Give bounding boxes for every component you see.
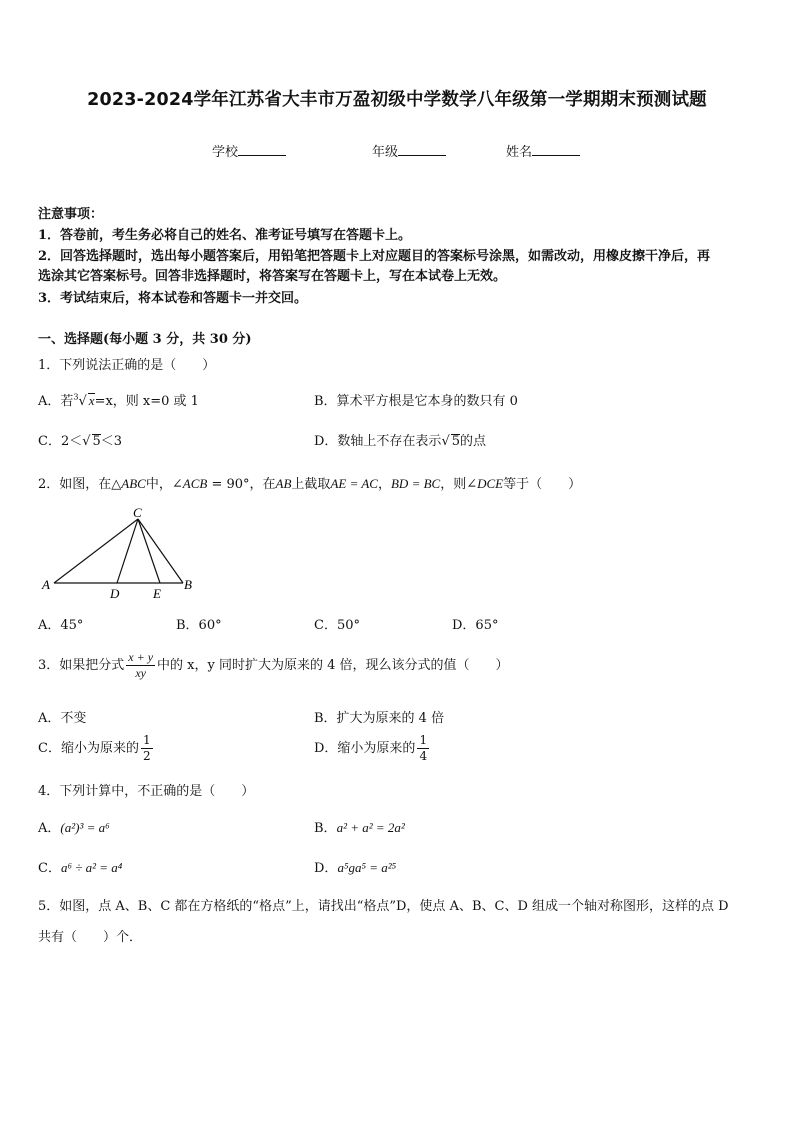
- q3-c-fraction: [141, 733, 153, 764]
- q2-text-5: ，则∠: [440, 477, 478, 492]
- q4-option-a: [38, 817, 110, 836]
- q4-option-d: [314, 857, 396, 876]
- q2-abc: ABC: [121, 476, 146, 491]
- q2-text-6: 等于（ ）: [503, 477, 582, 492]
- q3-option-d: [314, 733, 431, 764]
- q1-option-a: A．若$^3$√ x=x，则 x=0 或 1: [38, 392, 199, 409]
- q3-c-num: 1: [142, 733, 151, 747]
- q4-option-b: [314, 817, 405, 836]
- school-blank: [238, 144, 286, 156]
- notes-heading: 注意事项：: [38, 207, 104, 222]
- label-c: C: [133, 505, 142, 520]
- name-field: [506, 141, 580, 160]
- q3-stem: [38, 650, 509, 681]
- q3-frac-den: xy: [135, 666, 146, 680]
- q3-fraction: [126, 650, 155, 681]
- q1-a-prefix: A．若: [38, 394, 74, 409]
- q3-option-c: [38, 733, 155, 764]
- q4-a-label: A．: [38, 821, 61, 836]
- segment-bc: [138, 519, 183, 583]
- q3-d-fraction: [417, 733, 429, 764]
- grade-field: [372, 141, 446, 160]
- q2-comma: ，: [377, 477, 391, 492]
- q4-a-expr: (a²)³ = a⁶: [60, 820, 110, 835]
- q3-text-2: 中的 x，y 同时扩大为原来的 4 倍，现么该分式的值（ ）: [157, 658, 509, 673]
- q2-text-1: 2．如图，在△: [38, 477, 122, 492]
- q3-d-prefix: D．缩小为原来的: [314, 741, 416, 756]
- name-blank: [532, 144, 580, 156]
- note-2a: 2．回答选择题时，选出每小题答案后，用铅笔把答题卡上对应题目的答案标号涂黑，如需改动，用橡皮擦干净后，再: [38, 249, 711, 264]
- q3-option-b: B．扩大为原来的 4 倍: [314, 711, 445, 726]
- q4-b-expr: a² + a² = 2a²: [336, 820, 405, 835]
- name-label: 姓名: [506, 145, 533, 160]
- q1-c-radicand: 5: [92, 434, 101, 449]
- grade-blank: [398, 144, 446, 156]
- label-e: E: [153, 586, 161, 600]
- q2-text-4: 上截取: [291, 477, 331, 492]
- segment-ce: [138, 519, 160, 583]
- label-a: A: [42, 577, 50, 592]
- q5-line-1: 5．如图，点 A、B、C 都在方格纸的“格点”上，请找出“格点”D，使点 A、B、C、D 组成一个轴对称图形，这样的点 D: [38, 899, 729, 914]
- q2-ab: AB: [275, 476, 292, 491]
- note-2b: 选涂其它答案标号。回答非选择题时，将答案写在答题卡上，写在本试卷上无效。: [38, 269, 507, 284]
- note-1: 1．答卷前，考生务必将自己的姓名、准考证号填写在答题卡上。: [38, 228, 412, 243]
- q3-d-num: 1: [419, 733, 428, 747]
- q2-ae-ac: AE = AC: [330, 476, 378, 491]
- q2-bd-bc: BD = BC: [390, 476, 441, 491]
- q4-d-expr: a⁵ga⁵ = a²⁵: [337, 860, 397, 875]
- section-heading: 一、选择题(每小题 3 分，共 30 分): [38, 332, 252, 347]
- segment-cd: [117, 519, 138, 583]
- q4-c-label: C．: [38, 861, 61, 876]
- q2-option-b: B．60°: [176, 618, 222, 633]
- q1-a-root-index: 3: [73, 392, 79, 402]
- q3-d-den: 4: [419, 749, 428, 763]
- q3-text-1: 3．如果把分式: [38, 658, 125, 673]
- school-field: [212, 141, 286, 160]
- q2-option-c: C．50°: [314, 618, 360, 633]
- school-label: 学校: [212, 145, 239, 160]
- grade-label: 年级: [372, 145, 399, 160]
- label-b: B: [184, 577, 192, 592]
- q4-stem: 4．下列计算中，不正确的是（ ）: [38, 784, 255, 799]
- q5-line-2: 共有（ ）个．: [38, 930, 143, 945]
- q2-dce: DCE: [477, 476, 504, 491]
- q1-stem: 1．下列说法正确的是（ ）: [38, 358, 216, 373]
- q1-a-suffix: =x，则 x=0 或 1: [94, 394, 199, 409]
- q4-d-label: D．: [314, 861, 338, 876]
- q4-c-expr: a⁶ ÷ a² = a⁴: [60, 860, 123, 875]
- q4-option-c: [38, 857, 122, 876]
- label-d: D: [110, 586, 120, 600]
- exam-title: 2023-2024学年江苏省大丰市万盈初级中学数学八年级第一学期期末预测试题: [87, 90, 707, 110]
- q1-d-prefix: D．数轴上不存在表示: [314, 434, 442, 449]
- q3-frac-num: x + y: [128, 650, 154, 664]
- q2-option-a: A．45°: [38, 618, 84, 633]
- q2-text-3: ，在: [249, 477, 276, 492]
- q3-c-den: 2: [142, 749, 151, 763]
- q2-stem: [38, 473, 581, 492]
- segment-ac: [54, 519, 138, 583]
- q2-eq90: = 90°: [207, 477, 250, 492]
- q1-d-radicand: 5: [451, 434, 461, 449]
- q4-b-label: B．: [314, 821, 337, 836]
- q1-c-prefix: C．2＜: [38, 434, 83, 449]
- q3-c-prefix: C．缩小为原来的: [38, 741, 139, 756]
- q1-c-suffix: ＜3: [100, 434, 123, 449]
- q3-option-a: A．不变: [38, 711, 87, 726]
- triangle-figure: [40, 505, 210, 600]
- q1-a-radicand: x: [88, 393, 95, 408]
- q1-d-suffix: 的点: [460, 434, 487, 449]
- q1-option-b: B．算术平方根是它本身的数只有 0: [314, 394, 518, 409]
- q2-option-d: D．65°: [452, 618, 499, 633]
- note-3: 3．考试结束后，将本试卷和答题卡一并交回。: [38, 291, 308, 306]
- q2-acb: ACB: [182, 476, 208, 491]
- q1-option-d: D．数轴上不存在表示√ 5的点: [314, 434, 487, 449]
- q1-option-c: C．2＜√ 5＜3: [38, 434, 123, 449]
- q2-text-2: 中，∠: [145, 477, 183, 492]
